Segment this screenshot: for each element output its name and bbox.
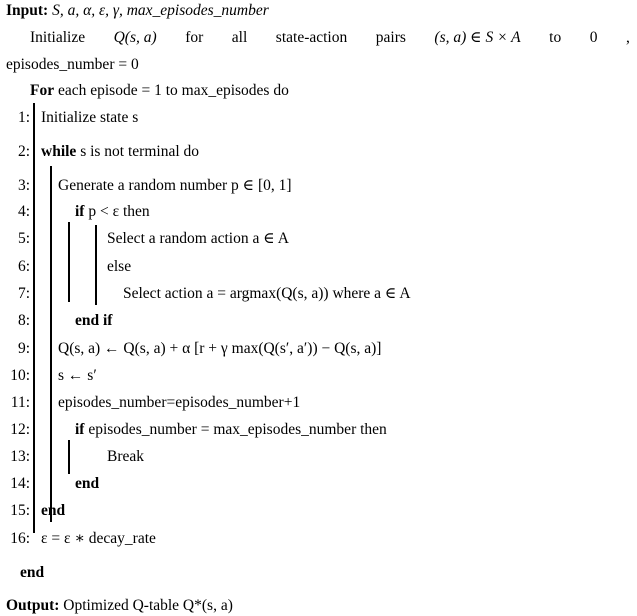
step-14: end: [75, 475, 100, 492]
init-continuation: episodes_number = 0: [6, 56, 139, 73]
input-params: S, a, α, ε, γ, max_episodes_number: [52, 2, 269, 19]
line-number: 10:: [10, 367, 30, 384]
if-keyword: if: [75, 203, 85, 220]
init-word: pairs: [375, 29, 406, 46]
step-1: Initialize state s: [41, 109, 139, 126]
step-8: end if: [75, 312, 113, 329]
if-keyword: if: [75, 421, 85, 438]
step-15: end: [41, 502, 66, 519]
line-number: 3:: [17, 177, 30, 194]
step-7: Select action a = argmax(Q(s, a)) where a ∈ A: [123, 285, 411, 302]
init-word: all: [231, 29, 248, 46]
line-number: 9:: [17, 340, 30, 357]
step-5: Select a random action a ∈ A: [107, 230, 289, 247]
for-rest: each episode = 1 to max_episodes do: [57, 82, 289, 99]
step-16: ε = ε ∗ decay_rate: [41, 530, 156, 547]
step-9: Q(s, a) ← Q(s, a) + α [r + γ max(Q(s′, a′)) − Q(s, a)]: [58, 340, 382, 357]
init-word: ,: [626, 29, 630, 46]
output-line: [6, 597, 233, 615]
step-13: Break: [107, 448, 145, 465]
step-3: Generate a random number p ∈ [0, 1]: [58, 177, 292, 194]
init-word: (s, a) ∈ S × A: [434, 29, 521, 46]
for-keyword: For: [30, 82, 55, 99]
line-number: 2:: [17, 143, 30, 160]
step-11: episodes_number=episodes_number+1: [58, 394, 301, 411]
step-4: [75, 203, 150, 221]
if-scope-bar-2: [68, 440, 70, 474]
input-label: Input:: [6, 2, 49, 19]
line-number: 11:: [10, 394, 30, 411]
while-condition: s is not terminal do: [80, 143, 200, 160]
line-number: 4:: [17, 203, 30, 220]
while-scope-bar: [50, 166, 52, 522]
line-number: 8:: [17, 312, 30, 329]
else-scope-bar: [95, 225, 97, 305]
line-number: 7:: [17, 285, 30, 302]
line-number: 6:: [17, 258, 30, 275]
if-condition: p < ε then: [88, 203, 150, 220]
while-keyword: while: [41, 143, 77, 160]
output-text: Optimized Q-table Q*(s, a): [63, 597, 233, 614]
step-12: [75, 421, 387, 439]
step-10: s ← s′: [58, 367, 97, 384]
input-line: [6, 2, 269, 20]
output-label: Output:: [6, 597, 60, 614]
line-number: 14:: [10, 475, 30, 492]
if-condition: episodes_number = max_episodes_number then: [88, 421, 387, 438]
init-word: Initialize: [30, 29, 86, 46]
step-6: else: [107, 258, 132, 275]
init-word: 0: [589, 29, 598, 46]
init-word: for: [185, 29, 204, 46]
init-word: Q(s, a): [113, 29, 157, 46]
line-number: 5:: [17, 230, 30, 247]
for-scope-bar: [33, 103, 35, 533]
step-2: [41, 143, 199, 161]
line-number: 1:: [17, 109, 30, 126]
if-scope-bar-1: [68, 222, 70, 302]
line-number: 16:: [10, 530, 30, 547]
for-line: [30, 82, 289, 100]
init-line: [30, 29, 630, 47]
init-word: state-action: [275, 29, 348, 46]
final-end: end: [20, 564, 45, 581]
init-word: to: [549, 29, 562, 46]
line-number: 13:: [10, 448, 30, 465]
line-number: 15:: [10, 502, 30, 519]
line-number: 12:: [10, 421, 30, 438]
